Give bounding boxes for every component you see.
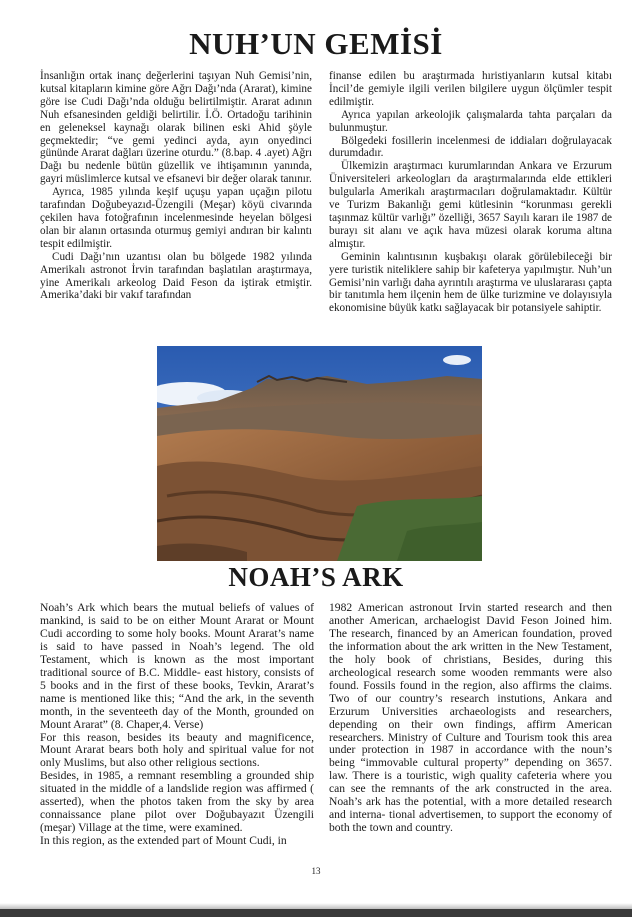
mountain-landscape-image [157,346,482,561]
paragraph: İnsanlığın ortak inanç değerlerini taşıyan Nuh Gemisi’nin, kutsal kitapların kimine göre Ağrı Dağı’nda (Ararat), kimine göre ise Cudi Dağı’nda olduğu belirtilmiştir. Ararat adının Nuh efsanesinden geldiği belirtilir. İ.Ö. Ortadoğu tarihinin en geleneksel kaynağı olarak bilinen eski Ahid şöyle geçmektedir; “ve gemi yedinci ayda, ayın onyedinci gününde Ararat dağları üzerine oturdu.” (8.bap. 4 .ayet) Ağrı Dağı bu nedenle bütün güzellik ve ihtişamının yanında, gayri müslimlerce kutsal ve efsanevi bir değer olarak tanınır. [40,70,312,186]
turkish-right-column [329,70,612,315]
english-right-column [329,602,612,835]
turkish-left-column [40,70,312,302]
paragraph: In this region, as the extended part of Mount Cudi, in [40,834,287,848]
english-left-column [40,602,314,848]
paragraph: finanse edilen bu araştırmada hıristiyanların kutsal kitabı İncil’de gemiyle ilgili verilen bilgilere uygun ölçümler tespit edilmiştir. [329,70,612,108]
english-title: NOAH’S ARK [228,562,404,592]
landscape-photo [157,346,482,561]
turkish-title: NUH’UN GEMİSİ [189,26,443,61]
page-number: 13 [311,866,321,876]
paragraph: Noah’s Ark which bears the mutual beliefs of values of mankind, is said to be on either Mount Ararat or Mount Cudi according to some holy books. Mount Ararat’s name is said to have passed in Noah’s legend. The old Testament, which is known as the most important traditional source of B.C. Middle- east history, consists of 5 books and in the first of these books, Tevkin, Ararat’s name is mentioned like this; “And the ark, in the seventh month, in the seventeeth day of the Month, grounded on Mount Ararat” (8. Chaper,4. Verse) [40,601,314,731]
paragraph: Bölgedeki fosillerin incelenmesi de iddiaları doğrulayacak durumdadır. [329,134,612,160]
scan-edge [0,909,632,917]
paragraph: Besides, in 1985, a remnant resembling a grounded ship situated in the middle of a landslide region was affirmed ( asserted), when the photos taken from the sky by area connaissance plane pilot over Doğubayazıt Üzengili (meşar) Village at the time, were examined. [40,769,314,835]
paragraph: Geminin kalıntısının kuşbakışı olarak görülebileceği bir yere turistik niteliklere sahip bir kafeterya yapılmıştır. Nuh’un Gemisi’nin varlığı daha ayrıntılı araştırma ve uluslararası çapta bir tanıtımla hem ilçenin hem de ülke turizmine ve dolayısıyla ekonomisine büyük katkı sağlayacak bir potansiyele sahiptir. [329,250,613,315]
paragraph: For this reason, besides its beauty and magnificence, Mount Ararat bears both holy and spiritual value for not only Muslims, but also other religious sections. [40,730,314,770]
paragraph: Ülkemizin araştırmacı kurumlarından Ankara ve Erzurum Üniversiteleri arkeologları da araştırmalarında elde ettikleri bulgularla Amerikalı araştırmacıları doğrulamaktadır. Kültür ve Turizm Bakanlığı gemi kütlesinin “korunması gerekli taşınmaz kültür varlığı” özelliği, 3657 Sayılı kararı ile 1987 de burayı sit alanı ve açık hava müzesi olarak koruma altına almıştır. [329,160,612,250]
paragraph: 1982 American astronout Irvin started research and then another American, archaelogist David Feson Joined him. The research, financed by an American foundation, proved the information about the ark written in the New Testament, the holy book of christians, Besides, during this archeological research some wooden remmants were also found. Fossils found in the region, also affirms the claims. Two of our country’s research instutions, Ankara and Erzurum Universities archaeologists and researchers, depending on their own findings, affirm American researchers. Ministry of Culture and Tourism took this area under protection in 1987 in accordance with the noun’s being “immovable cultural property” depending on 3657. law. There is a touristic, wigh quality cafeteria where you can see the remnants of the ark constructed in the area. Noah’s ark has the potential, with a more detailed research and interna- tional advertisemen, to support the economy of both the town and country. [329,601,612,835]
paragraph: Ayrıca yapılan arkeolojik çalışmalarda tahta parçaları da bulunmuştur. [329,108,612,134]
paragraph: Ayrıca, 1985 yılında keşif uçuşu yapan uçağın pilotu tarafından Doğubeyazıd-Üzengili (Meşar) köyü civarında çekilen hava fotoğrafının incelenmesinde heyelan bölgesi olan bir alanın ortasında oturmuş gemiyi andıran bir kalıntı tespit edilmiştir. [40,186,312,250]
paragraph: Cudi Dağı’nın uzantısı olan bu bölgede 1982 yılında Amerikalı astronot İrvin tarafından başlatılan araştırmaya, yine Amerikalı arkeolog Daid Feson da iştirak etmiştir. Amerika’daki bir vakıf tarafından [40,250,312,302]
